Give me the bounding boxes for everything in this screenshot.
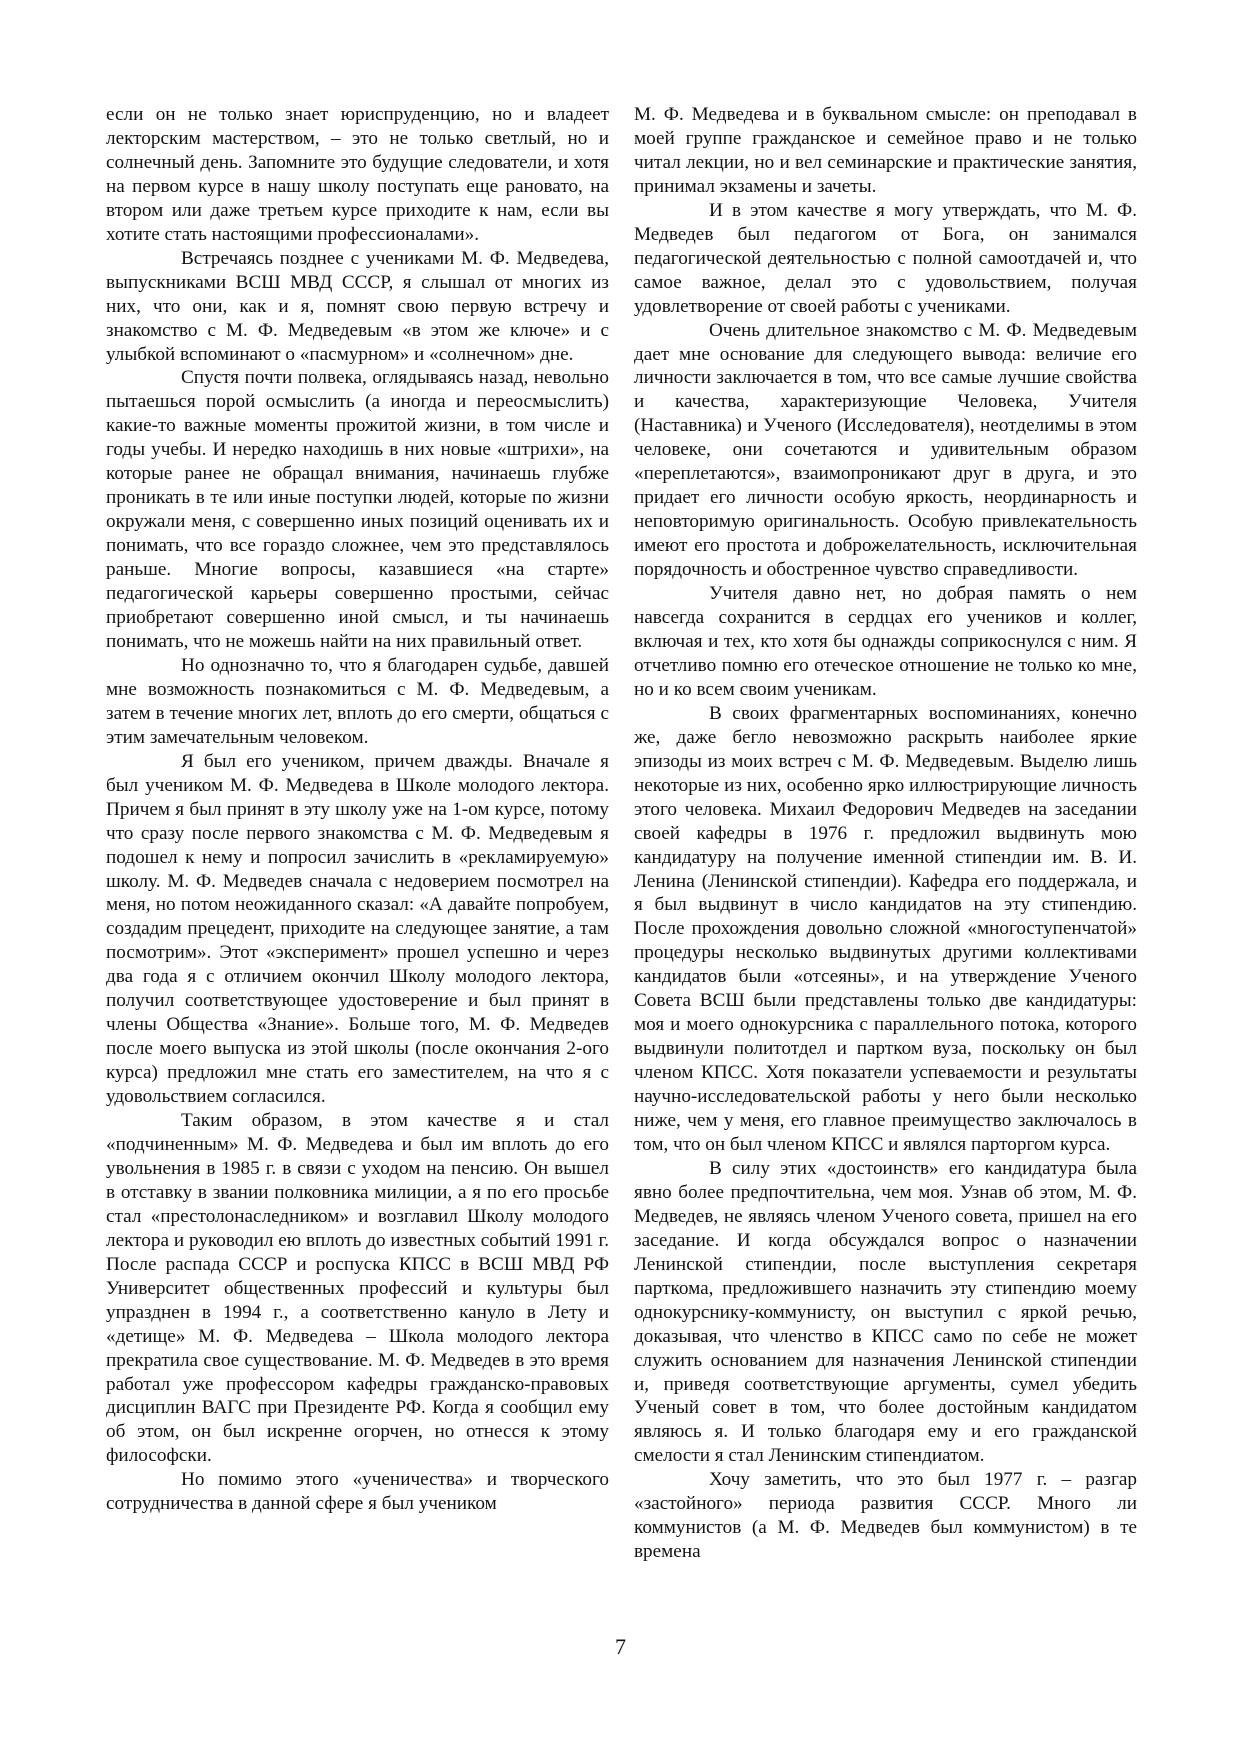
paragraph: Но однозначно то, что я благодарен судьбе, давшей мне возможность познакомиться с М. Ф. Медведевым, а затем в течение многих лет, вплоть до его смерти, общаться с этим замечательным человеком.	[106, 654, 609, 748]
paragraph: Хочу заметить, что это был 1977 г. – разгар «застойного» периода развития СССР. Много ли коммунистов (а М. Ф. Медведев был коммунистом) в те времена	[634, 1469, 1137, 1563]
paragraph: если он не только знает юриспруденцию, но и владеет лекторским мастерством, – это не только светлый, но и солнечный день. Запомните это будущие следователи, и хотя на первом курсе в нашу школу поступать еще рановато, на втором или даже третьем курсе приходите к нам, если вы хотите стать настоящими профессионалами».	[106, 104, 609, 245]
paragraph: Я был его учеником, причем дважды. Вначале я был учеником М. Ф. Медведева в Школе молодого лектора. Причем я был принят в эту школу уже на 1-ом курсе, потому что сразу после первого знакомства с М. Ф. Медведевым я подошел к нему и попросил зачислить в «рекламируемую» школу. М. Ф. Медведев сначала с недоверием посмотрел на меня, но потом неожиданного сказал: «А давайте попробуем, создадим прецедент, приходите на следующее занятие, а там посмотрим». Этот «эксперимент» прошел успешно и через два года я с отличием окончил Школу молодого лектора, получил соответствующее удостоверение и был принят в члены Общества «Знание». Больше того, М. Ф. Медведев после моего выпуска из этой школы (после окончания 2-ого курса) предложил мне стать его заместителем, на что я с удовольствием согласился.	[106, 750, 609, 1108]
paragraph: Но помимо этого «ученичества» и творческого сотрудничества в данной сфере я был учеником	[106, 1469, 609, 1515]
right-column	[634, 103, 1137, 1564]
paragraph: Учителя давно нет, но добрая память о нем навсегда сохранится в сердцах его учеников и коллег, включая и тех, кто хотя бы однажды соприкоснулся с ним. Я отчетливо помню его отеческое отношение не только ко мне, но и ко всем своим ученикам.	[634, 583, 1137, 700]
paragraph: Спустя почти полвека, оглядываясь назад, невольно пытаешься порой осмыслить (а иногда и переосмыслить) какие-то важные моменты прожитой жизни, в том числе и годы учебы. И нередко находишь в них новые «штрихи», на которые ранее не обращал внимания, начинаешь глубже проникать в те или иные поступки людей, которые по жизни окружали меня, с совершенно иных позиций оценивать их и понимать, что все гораздо сложнее, чем это представлялось раньше. Многие вопросы, казавшиеся «на старте» педагогической карьеры совершенно простыми, сейчас приобретают совершенно иной смысл, и ты начинаешь понимать, что не можешь найти на них правильный ответ.	[106, 367, 609, 652]
paragraph: Очень длительное знакомство с М. Ф. Медведевым дает мне основание для следующего вывода: величие его личности заключается в том, что все самые лучшие свойства и качества, характеризующие Человека, Учителя (Наставника) и Ученого (Исследователя), неотделимы в этом человеке, они сочетаются и удивительным образом «переплетаются», взаимопроникают друг в друга, и это придает его личности особую яркость, неординарность и неповторимую оригинальность. Особую привлекательность имеют его простота и доброжелательность, исключительная порядочность и обостренное чувство справедливости.	[634, 319, 1137, 581]
page-number: 7	[615, 1634, 626, 1659]
paragraph: М. Ф. Медведева и в буквальном смысле: он преподавал в моей группе гражданское и семейное право и не только читал лекции, но и вел семинарские и практические занятия, принимал экзамены и зачеты.	[634, 104, 1137, 197]
paragraph: Таким образом, в этом качестве я и стал «подчиненным» М. Ф. Медведева и был им вплоть до его увольнения в 1985 г. в связи с уходом на пенсию. Он вышел в отставку в звании полковника милиции, а я по его просьбе стал «престолонаследником» и возглавил Школу молодого лектора и руководил ею вплоть до известных событий 1991 г. После распада СССР и роспуска КПСС в ВСШ МВД РФ Университет общественных профессий и культуры был упразднен в 1994 г., а соответственно кануло в Лету и «детище» М. Ф. Медведева – Школа молодого лектора прекратила свое существование. М. Ф. Медведев в это время работал уже профессором кафедры гражданско-правовых дисциплин ВАГС при Президенте РФ. Когда я сообщил ему об этом, он был искренне огорчен, но отнесся к этому философски.	[106, 1110, 609, 1467]
left-column	[106, 103, 609, 1516]
paragraph: В своих фрагментарных воспоминаниях, конечно же, даже бегло невозможно раскрыть наиболее яркие эпизоды из моих встреч с М. Ф. Медведевым. Выделю лишь некоторые из них, особенно ярко иллюстрирующие личность этого человека. Михаил Федорович Медведев на заседании своей кафедры в 1976 г. предложил выдвинуть мою кандидатуру на получение именной стипендии им. В. И. Ленина (Ленинской стипендии). Кафедра его поддержала, и я был выдвинут в число кандидатов на эту стипендию. После прохождения довольно сложной «многоступенчатой» процедуры несколько выдвинутых другими коллективами кандидатов были «отсеяны», и на утверждение Ученого Совета ВСШ были представлены только две кандидатуры: моя и моего однокурсника с параллельного потока, которого выдвинули политотдел и партком вуза, поскольку он был членом КПСС. Хотя показатели успеваемости и результаты научно-исследовательской работы у него были несколько ниже, чем у меня, его главное преимущество заключалось в том, что он был членом КПСС и являлся парторгом курса.	[634, 702, 1137, 1155]
paragraph: В силу этих «достоинств» его кандидатура была явно более предпочтительна, чем моя. Узнав об этом, М. Ф. Медведев, не являясь членом Ученого совета, пришел на его заседание. И когда обсуждался вопрос о назначении Ленинской стипендии, после выступления секретаря парткома, предложившего назначить эту стипендию моему однокурснику-коммунисту, он выступил с яркой речью, доказывая, что членство в КПСС само по себе не может служить основанием для назначения Ленинской стипендии и, приведя соответствующие аргументы, сумел убедить Ученый совет в том, что более достойным кандидатом являюсь я. И только благодаря ему и его гражданской смелости я стал Ленинским стипендиатом.	[634, 1157, 1137, 1467]
paragraph: Встречаясь позднее с учениками М. Ф. Медведева, выпускниками ВСШ МВД СССР, я слышал от многих из них, что они, как и я, помнят свою первую встречу и знакомство с М. Ф. Медведевым «в этом же ключе» и с улыбкой вспоминают о «пасмурном» и «солнечном» дне.	[106, 247, 609, 365]
paragraph: И в этом качестве я могу утверждать, что М. Ф. Медведев был педагогом от Бога, он занимался педагогической деятельностью с полной самоотдачей и, что самое важное, делал это с удовольствием, получая удовлетворение от своей работы с учениками.	[634, 199, 1137, 317]
